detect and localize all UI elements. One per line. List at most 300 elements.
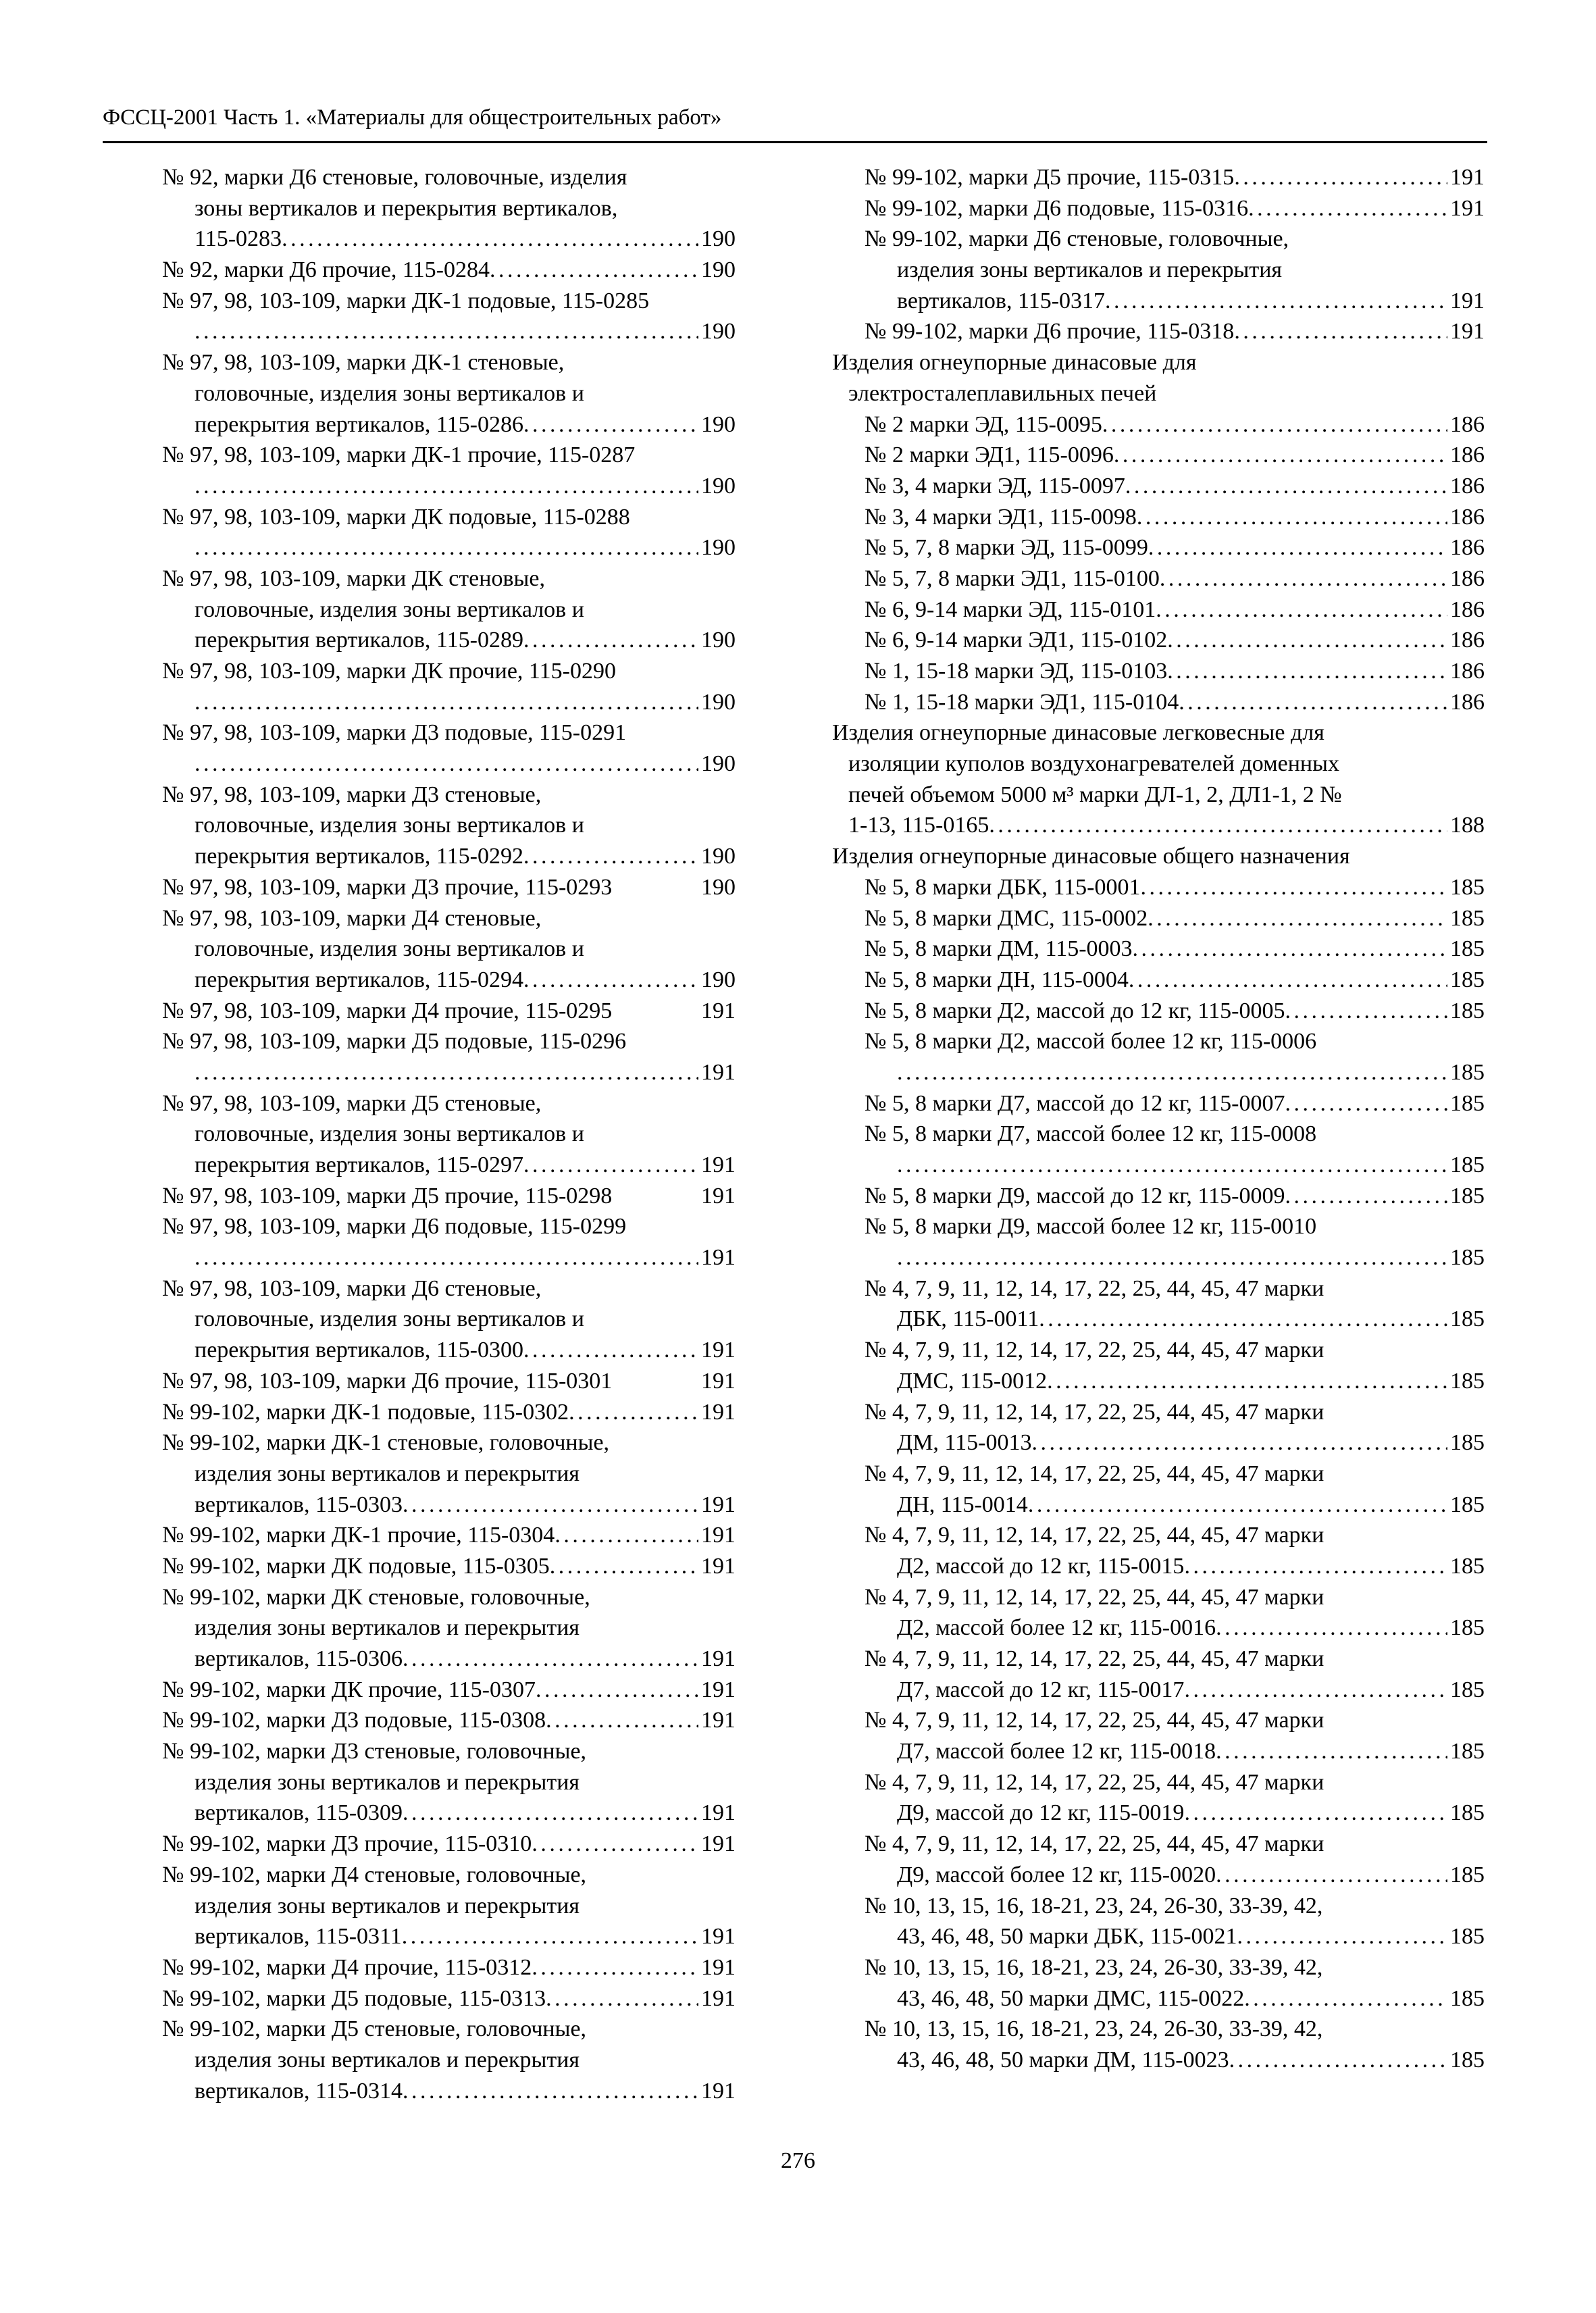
index-entry-line — [162, 1119, 736, 1150]
entry-page-ref: 190 — [701, 874, 736, 900]
entry-page-ref: 191 — [1450, 195, 1485, 221]
index-entry-line — [832, 1798, 1485, 1829]
entry-page-ref: 185 — [1450, 998, 1485, 1023]
entry-text: перекрытия вертикалов, 115-0300 — [195, 1338, 523, 1363]
entry-page-ref: 185 — [1450, 1924, 1485, 1950]
entry-text: № 4, 7, 9, 11, 12, 14, 17, 22, 25, 44, 45, 47 марки — [865, 1769, 1324, 1795]
entry-page-ref: 191 — [701, 1492, 736, 1517]
entry-page-ref: 185 — [1450, 874, 1485, 900]
dot-leader — [1184, 1551, 1447, 1582]
index-entry-line — [162, 1736, 736, 1767]
entry-text: № 99-102, марки Д5 прочие, 115-0315 — [865, 165, 1235, 190]
entry-page-ref: 185 — [1450, 1183, 1485, 1209]
dot-leader — [1039, 1304, 1447, 1335]
entry-page-ref: 191 — [701, 1831, 736, 1857]
index-entry-line — [832, 1490, 1485, 1521]
index-entry-line — [832, 1675, 1485, 1706]
entry-page-ref: 191 — [701, 1523, 736, 1548]
entry-text: № 6, 9-14 марки ЭД, 115-0101 — [865, 596, 1156, 622]
index-entry-line — [162, 810, 736, 841]
entry-text: № 97, 98, 103-109, марки ДК-1 стеновые, — [162, 350, 565, 376]
entry-text: печей объемом 5000 м³ марки ДЛ-1, 2, ДЛ1-1, 2 № — [848, 782, 1342, 807]
index-entry-line — [162, 224, 736, 255]
dot-leader — [1285, 1088, 1447, 1119]
running-header: ФССЦ-2001 Часть 1. «Материалы для общестроительных работ» — [103, 105, 722, 130]
index-entry-line — [832, 1242, 1485, 1273]
dot-leader — [403, 2076, 698, 2107]
dot-leader — [195, 687, 698, 718]
entry-text: № 5, 8 марки ДБК, 115-0001 — [865, 874, 1141, 900]
entry-text: вертикалов, 115-0314 — [195, 2078, 403, 2104]
dot-leader — [550, 1551, 698, 1582]
entry-page-ref: 190 — [701, 473, 736, 499]
index-entry-line — [162, 1952, 736, 1983]
index-entry-line — [162, 440, 736, 471]
index-entry-line — [162, 1520, 736, 1551]
entry-text: № 99-102, марки Д4 стеновые, головочные, — [162, 1862, 587, 1887]
entry-text: Д2, массой более 12 кг, 115-0016 — [897, 1615, 1216, 1641]
dot-leader — [490, 255, 698, 286]
entry-text: № 4, 7, 9, 11, 12, 14, 17, 22, 25, 44, 45, 47 марки — [865, 1831, 1324, 1857]
entry-text: № 97, 98, 103-109, марки ДК стеновые, — [162, 565, 545, 591]
dot-leader — [989, 810, 1447, 841]
dot-leader — [1234, 162, 1447, 193]
index-entry-line — [832, 162, 1485, 193]
entry-text: Изделия огнеупорные динасовые для — [832, 350, 1197, 376]
dot-leader — [1137, 502, 1447, 533]
dot-leader — [1184, 1798, 1447, 1829]
entry-text: № 97, 98, 103-109, марки ДК-1 прочие, 115-0287 — [162, 442, 636, 468]
entry-page-ref: 185 — [1450, 1615, 1485, 1641]
entry-text: № 97, 98, 103-109, марки Д6 стеновые, — [162, 1275, 542, 1301]
entry-page-ref: 191 — [701, 1985, 736, 2011]
entry-page-ref: 185 — [1450, 1306, 1485, 1332]
entry-page-ref: 188 — [1450, 813, 1485, 838]
entry-text: № 5, 7, 8 марки ЭД1, 115-0100 — [865, 565, 1160, 591]
entry-text: 1-13, 115-0165 — [848, 813, 989, 838]
entry-page-ref: 191 — [701, 1152, 736, 1177]
entry-text: № 1, 15-18 марки ЭД1, 115-0104 — [865, 689, 1179, 715]
entry-text: перекрытия вертикалов, 115-0297 — [195, 1152, 523, 1177]
entry-text: № 5, 8 марки Д9, массой до 12 кг, 115-0009 — [865, 1183, 1285, 1209]
index-entry-line — [162, 1891, 736, 1922]
dot-leader — [897, 1150, 1447, 1181]
index-entry-line — [162, 1211, 736, 1242]
entry-text: № 99-102, марки Д5 подовые, 115-0313 — [162, 1985, 546, 2011]
index-entry-line — [832, 1458, 1485, 1490]
entry-page-ref: 185 — [1450, 1152, 1485, 1177]
entry-text: головочные, изделия зоны вертикалов и — [195, 1121, 584, 1147]
dot-leader — [1160, 563, 1447, 594]
index-entry-line — [162, 872, 736, 903]
entry-text: № 99-102, марки Д5 стеновые, головочные, — [162, 2016, 587, 2042]
entry-text: вертикалов, 115-0309 — [195, 1800, 403, 1826]
entry-page-ref: 190 — [701, 411, 736, 437]
entry-text: № 99-102, марки ДК стеновые, головочные, — [162, 1584, 590, 1610]
entry-text: № 5, 8 марки ДН, 115-0004 — [865, 967, 1129, 992]
index-entry-line — [832, 255, 1485, 286]
entry-text: № 5, 8 марки Д2, массой до 12 кг, 115-0005 — [865, 998, 1285, 1023]
index-entry-line — [832, 687, 1485, 718]
index-column-right — [832, 162, 1485, 2076]
index-entry-line — [162, 687, 736, 718]
entry-page-ref: 190 — [701, 967, 736, 992]
entry-text: № 3, 4 марки ЭД, 115-0097 — [865, 473, 1125, 499]
index-entry-line — [832, 1181, 1485, 1212]
index-entry-line — [832, 1335, 1485, 1366]
index-entry-line — [832, 934, 1485, 965]
entry-text: перекрытия вертикалов, 115-0294 — [195, 967, 523, 992]
entry-page-ref: 190 — [701, 257, 736, 283]
dot-leader — [195, 748, 698, 780]
entry-text: № 2 марки ЭД1, 115-0096 — [865, 442, 1114, 468]
index-entry-line — [162, 316, 736, 347]
entry-text: 43, 46, 48, 50 марки ДМС, 115-0022 — [897, 1985, 1245, 2011]
index-entry-line — [162, 1644, 736, 1675]
index-entry-line — [832, 1891, 1485, 1922]
entry-text: № 2 марки ЭД, 115-0095 — [865, 411, 1102, 437]
dot-leader — [1105, 286, 1447, 317]
dot-leader — [1028, 1490, 1447, 1521]
index-entry-line — [832, 1088, 1485, 1119]
index-entry-line — [832, 965, 1485, 996]
index-entry-line — [832, 471, 1485, 502]
entry-text: № 4, 7, 9, 11, 12, 14, 17, 22, 25, 44, 45, 47 марки — [865, 1338, 1324, 1363]
entry-page-ref: 190 — [701, 844, 736, 869]
index-entry-line — [832, 1644, 1485, 1675]
entry-text: Д9, массой до 12 кг, 115-0019 — [897, 1800, 1185, 1826]
entry-text: № 6, 9-14 марки ЭД1, 115-0102 — [865, 628, 1168, 653]
entry-text: № 92, марки Д6 стеновые, головочные, изделия — [162, 165, 627, 190]
entry-text: Д9, массой более 12 кг, 115-0020 — [897, 1862, 1216, 1887]
index-entry-line — [162, 563, 736, 594]
entry-text: № 5, 8 марки Д7, массой более 12 кг, 115-0008 — [865, 1121, 1317, 1147]
entry-page-ref: 185 — [1450, 1862, 1485, 1887]
dot-leader — [1184, 1675, 1447, 1706]
index-entry-line — [162, 409, 736, 440]
entry-text: № 99-102, марки Д3 прочие, 115-0310 — [162, 1831, 532, 1857]
entry-text: № 97, 98, 103-109, марки Д3 прочие, 115-0293 — [162, 874, 613, 900]
entry-page-ref: 186 — [1450, 535, 1485, 561]
entry-text: изделия зоны вертикалов и перекрытия — [195, 1460, 580, 1486]
entry-text: Изделия огнеупорные динасовые общего назначения — [832, 844, 1350, 869]
dot-leader — [195, 316, 698, 347]
index-entry-line — [162, 255, 736, 286]
entry-page-ref: 185 — [1450, 1800, 1485, 1826]
dot-leader — [1148, 903, 1447, 934]
entry-page-ref: 185 — [1450, 967, 1485, 992]
entry-text: № 4, 7, 9, 11, 12, 14, 17, 22, 25, 44, 45, 47 марки — [865, 1646, 1324, 1671]
entry-page-ref: 191 — [701, 2078, 736, 2104]
dot-leader — [532, 1952, 698, 1983]
entry-text: № 97, 98, 103-109, марки Д6 прочие, 115-0301 — [162, 1368, 613, 1394]
index-entry-line — [832, 1150, 1485, 1181]
index-entry-line — [832, 1952, 1485, 1983]
entry-page-ref: 191 — [1450, 288, 1485, 313]
dot-leader — [532, 1829, 698, 1860]
index-entry-line — [162, 1490, 736, 1521]
index-entry-line — [832, 1427, 1485, 1458]
dot-leader — [1125, 471, 1447, 502]
index-entry-line — [832, 2014, 1485, 2045]
dot-leader — [1234, 316, 1447, 347]
entry-text: № 99-102, марки Д3 подовые, 115-0308 — [162, 1708, 546, 1733]
index-entry-line — [162, 347, 736, 378]
index-entry-line — [162, 1304, 736, 1335]
entry-text: № 97, 98, 103-109, марки Д3 стеновые, — [162, 782, 542, 807]
dot-leader — [1244, 1983, 1447, 2014]
entry-page-ref: 191 — [701, 1368, 736, 1394]
entry-page-ref: 186 — [1450, 659, 1485, 684]
dot-leader — [536, 1675, 698, 1706]
entry-text: 115-0283 — [195, 226, 282, 252]
entry-text: № 10, 13, 15, 16, 18-21, 23, 24, 26-30, 33-39, 42, — [865, 2016, 1323, 2042]
entry-page-ref: 185 — [1450, 1553, 1485, 1579]
entry-text: № 99-102, марки ДК-1 стеновые, головочные, — [162, 1430, 610, 1456]
index-entry-line — [832, 1397, 1485, 1428]
dot-leader — [1129, 965, 1447, 996]
entry-text: № 5, 8 марки Д7, массой до 12 кг, 115-0007 — [865, 1090, 1285, 1116]
index-entry-line — [162, 780, 736, 811]
dot-leader — [1216, 1612, 1447, 1644]
entry-page-ref: 185 — [1450, 1245, 1485, 1271]
dot-leader — [402, 1921, 698, 1952]
entry-text: № 97, 98, 103-109, марки Д5 прочие, 115-0298 — [162, 1183, 613, 1209]
entry-text: изоляции куполов воздухонагревателей доменных — [848, 751, 1339, 777]
index-entry-line — [832, 594, 1485, 626]
index-entry-line — [832, 1582, 1485, 1613]
dot-leader — [555, 1520, 698, 1551]
dot-leader — [1248, 193, 1447, 224]
dot-leader — [195, 532, 698, 563]
index-entry-line — [832, 224, 1485, 255]
entry-text: № 99-102, марки Д3 стеновые, головочные, — [162, 1739, 587, 1764]
index-entry-line — [162, 1458, 736, 1490]
entry-page-ref: 186 — [1450, 442, 1485, 468]
dot-leader — [569, 1397, 698, 1428]
entry-text: № 4, 7, 9, 11, 12, 14, 17, 22, 25, 44, 45, 47 марки — [865, 1584, 1324, 1610]
entry-text: № 99-102, марки ДК прочие, 115-0307 — [162, 1677, 536, 1702]
index-entry-line — [832, 1273, 1485, 1304]
entry-page-ref: 186 — [1450, 473, 1485, 499]
entry-page-ref: 185 — [1450, 905, 1485, 931]
index-entry-line — [832, 1119, 1485, 1150]
entry-text: № 3, 4 марки ЭД1, 115-0098 — [865, 504, 1137, 530]
entry-page-ref: 185 — [1450, 1090, 1485, 1116]
entry-text: 43, 46, 48, 50 марки ДБК, 115-0021 — [897, 1924, 1237, 1950]
entry-page-ref: 191 — [701, 1646, 736, 1671]
entry-text: головочные, изделия зоны вертикалов и — [195, 813, 584, 838]
index-entry-line — [832, 440, 1485, 471]
index-entry-line — [162, 286, 736, 317]
entry-text: Д7, массой более 12 кг, 115-0018 — [897, 1739, 1216, 1764]
entry-text: перекрытия вертикалов, 115-0289 — [195, 628, 523, 653]
entry-text: № 97, 98, 103-109, марки ДК прочие, 115-0290 — [162, 659, 616, 684]
dot-leader — [1285, 1181, 1447, 1212]
entry-page-ref: 191 — [701, 1183, 736, 1209]
index-entry-line — [832, 502, 1485, 533]
index-entry-line — [162, 1612, 736, 1644]
index-entry-line — [832, 810, 1485, 841]
index-entry-line — [162, 656, 736, 687]
dot-leader — [1148, 532, 1447, 563]
entry-text: № 4, 7, 9, 11, 12, 14, 17, 22, 25, 44, 45, 47 марки — [865, 1523, 1324, 1548]
entry-text: изделия зоны вертикалов и перекрытия — [195, 1615, 580, 1641]
entry-page-ref: 190 — [701, 535, 736, 561]
dot-leader — [1047, 1366, 1447, 1397]
dot-leader — [195, 1242, 698, 1273]
index-entry-line — [162, 1088, 736, 1119]
index-entry-line — [162, 162, 736, 193]
entry-text: головочные, изделия зоны вертикалов и — [195, 936, 584, 962]
entry-text: ДН, 115-0014 — [897, 1492, 1028, 1517]
entry-text: № 97, 98, 103-109, марки ДК-1 подовые, 115-0285 — [162, 288, 650, 313]
entry-text: № 97, 98, 103-109, марки Д6 подовые, 115-0299 — [162, 1214, 627, 1240]
entry-text: изделия зоны вертикалов и перекрытия — [195, 2047, 580, 2073]
dot-leader — [1285, 996, 1447, 1027]
index-entry-line — [832, 717, 1485, 748]
dot-leader — [282, 224, 698, 255]
index-entry-line — [162, 193, 736, 224]
index-entry-line — [832, 748, 1485, 780]
entry-text: головочные, изделия зоны вертикалов и — [195, 380, 584, 406]
index-entry-line — [832, 1767, 1485, 1798]
entry-text: электросталеплавильных печей — [848, 380, 1157, 406]
entry-page-ref: 185 — [1450, 1739, 1485, 1764]
entry-text: № 99-102, марки Д4 прочие, 115-0312 — [162, 1954, 532, 1980]
index-entry-line — [162, 1829, 736, 1860]
entry-page-ref: 186 — [1450, 596, 1485, 622]
entry-page-ref: 191 — [701, 1677, 736, 1702]
entry-page-ref: 191 — [701, 1245, 736, 1271]
entry-page-ref: 191 — [1450, 319, 1485, 345]
entry-text: № 97, 98, 103-109, марки Д3 подовые, 115-0291 — [162, 720, 627, 746]
entry-text: 43, 46, 48, 50 марки ДМ, 115-0023 — [897, 2047, 1229, 2073]
entry-text: № 99-102, марки Д6 стеновые, головочные, — [865, 226, 1289, 252]
dot-leader — [1216, 1736, 1447, 1767]
dot-leader — [523, 1150, 698, 1181]
index-entry-line — [162, 903, 736, 934]
entry-text: № 5, 8 марки Д2, массой более 12 кг, 115-0006 — [865, 1029, 1317, 1054]
entry-text: вертикалов, 115-0303 — [195, 1492, 403, 1517]
index-entry-line — [162, 1273, 736, 1304]
index-entry-line — [832, 532, 1485, 563]
index-entry-line — [162, 717, 736, 748]
dot-leader — [523, 625, 698, 656]
index-entry-line — [832, 1551, 1485, 1582]
entry-text: № 97, 98, 103-109, марки Д4 стеновые, — [162, 905, 542, 931]
entry-text: № 99-102, марки ДК-1 прочие, 115-0304 — [162, 1523, 555, 1548]
index-entry-line — [832, 286, 1485, 317]
entry-page-ref: 191 — [701, 1338, 736, 1363]
index-entry-line — [162, 1366, 736, 1397]
entry-page-ref: 191 — [701, 1924, 736, 1950]
entry-text: № 4, 7, 9, 11, 12, 14, 17, 22, 25, 44, 45, 47 марки — [865, 1460, 1324, 1486]
index-entry-line — [832, 903, 1485, 934]
index-column-left — [162, 162, 736, 2106]
index-entry-line — [162, 1860, 736, 1891]
index-entry-line — [832, 1921, 1485, 1952]
index-entry-line — [162, 2045, 736, 2076]
entry-text: № 99-102, марки ДК-1 подовые, 115-0302 — [162, 1399, 569, 1425]
entry-text: № 4, 7, 9, 11, 12, 14, 17, 22, 25, 44, 45, 47 марки — [865, 1399, 1324, 1425]
entry-page-ref: 191 — [701, 1553, 736, 1579]
entry-text: перекрытия вертикалов, 115-0286 — [195, 411, 523, 437]
index-entry-line — [832, 316, 1485, 347]
dot-leader — [403, 1644, 698, 1675]
index-entry-line — [162, 532, 736, 563]
entry-page-ref: 190 — [701, 319, 736, 345]
index-entry-line — [162, 1705, 736, 1736]
dot-leader — [195, 471, 698, 502]
entry-page-ref: 191 — [701, 1708, 736, 1733]
index-entry-line — [162, 748, 736, 780]
index-entry-line — [162, 2076, 736, 2107]
dot-leader — [1114, 440, 1447, 471]
entry-page-ref: 191 — [701, 1059, 736, 1085]
entry-text: Д2, массой до 12 кг, 115-0015 — [897, 1553, 1185, 1579]
entry-text: перекрытия вертикалов, 115-0292 — [195, 844, 523, 869]
entry-page-ref: 185 — [1450, 1430, 1485, 1456]
entry-text: изделия зоны вертикалов и перекрытия — [897, 257, 1283, 283]
dot-leader — [897, 1057, 1447, 1088]
dot-leader — [523, 841, 698, 872]
entry-page-ref: 185 — [1450, 1985, 1485, 2011]
dot-leader — [1179, 687, 1447, 718]
index-entry-line — [832, 1983, 1485, 2014]
entry-page-ref: 191 — [701, 1399, 736, 1425]
entry-page-ref: 190 — [701, 689, 736, 715]
dot-leader — [1102, 409, 1447, 440]
entry-text: № 99-102, марки Д6 подовые, 115-0316 — [865, 195, 1249, 221]
index-entry-line — [162, 1057, 736, 1088]
entry-text: изделия зоны вертикалов и перекрытия — [195, 1769, 580, 1795]
index-entry-line — [162, 1026, 736, 1057]
index-entry-line — [832, 1520, 1485, 1551]
index-entry-line — [832, 1211, 1485, 1242]
dot-leader — [1140, 872, 1447, 903]
dot-leader — [897, 1242, 1447, 1273]
index-entry-line — [162, 378, 736, 409]
entry-page-ref: 190 — [701, 751, 736, 777]
dot-leader — [1167, 656, 1447, 687]
entry-text: Д7, массой до 12 кг, 115-0017 — [897, 1677, 1185, 1702]
index-entry-line — [162, 1397, 736, 1428]
index-entry-line — [832, 378, 1485, 409]
index-entry-line — [832, 625, 1485, 656]
index-entry-line — [162, 594, 736, 626]
dot-leader — [546, 1983, 698, 2014]
entry-page-ref: 185 — [1450, 1677, 1485, 1702]
dot-leader — [1156, 594, 1447, 626]
dot-leader — [523, 409, 698, 440]
entry-text: головочные, изделия зоны вертикалов и — [195, 1306, 584, 1332]
index-entry-line — [162, 1551, 736, 1582]
index-entry-line — [832, 1366, 1485, 1397]
index-entry-line — [162, 471, 736, 502]
entry-text: вертикалов, 115-0317 — [897, 288, 1106, 313]
index-entry-line — [162, 1427, 736, 1458]
index-entry-line — [162, 1767, 736, 1798]
index-entry-line — [162, 1181, 736, 1212]
entry-page-ref: 186 — [1450, 565, 1485, 591]
dot-leader — [403, 1490, 698, 1521]
entry-text: ДМ, 115-0013 — [897, 1430, 1032, 1456]
entry-page-ref: 185 — [1450, 2047, 1485, 2073]
index-entry-line — [832, 563, 1485, 594]
index-entry-line — [832, 1736, 1485, 1767]
index-entry-line — [162, 1335, 736, 1366]
